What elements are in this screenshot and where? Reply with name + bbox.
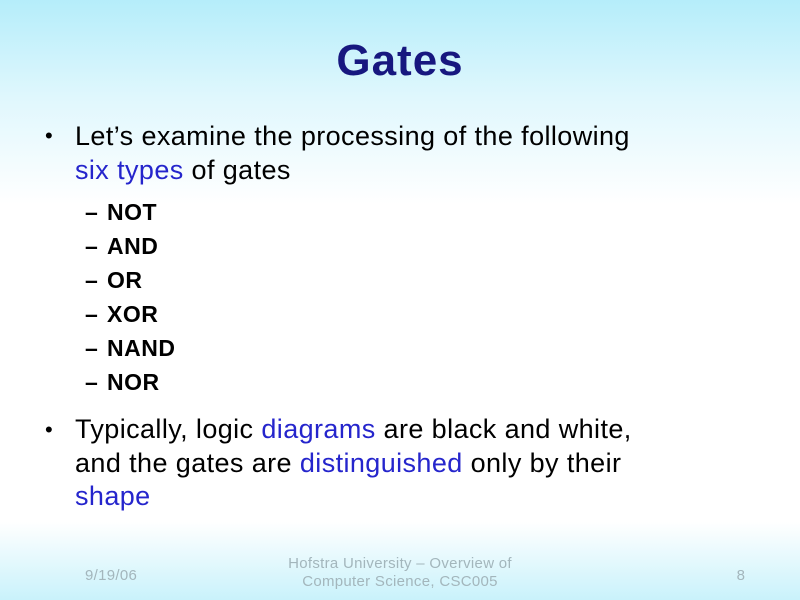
sub-bullet-label: NAND — [107, 335, 176, 361]
plain-text: of gates — [183, 155, 291, 185]
bullet-text-line — [75, 153, 630, 187]
sub-bullet-label: AND — [107, 233, 159, 259]
sub-bullet-label: XOR — [107, 301, 159, 327]
sub-bullet-label: NOT — [107, 199, 158, 225]
footer-date: 9/19/06 — [85, 567, 138, 584]
footer-course-line1: Hofstra University – Overview of — [288, 555, 512, 572]
sub-bullet-item — [85, 365, 760, 399]
bullet-text-line — [75, 480, 632, 514]
sub-bullet-item — [85, 195, 760, 229]
bullet-text-line — [75, 447, 632, 481]
accent-text: diagrams — [261, 414, 376, 444]
bullet-item — [45, 119, 760, 187]
dash-icon: – — [85, 301, 99, 327]
bullet-text — [75, 119, 630, 187]
footer-course-line2: Computer Science, CSC005 — [302, 573, 498, 590]
sub-bullet-item — [85, 263, 760, 297]
bullet-text — [75, 413, 632, 514]
plain-text: and the gates are — [75, 447, 300, 478]
bullet-dot-icon: • — [45, 123, 53, 148]
bullet-item — [45, 413, 760, 514]
plain-text: Let’s examine the processing of the following — [75, 121, 630, 151]
sub-bullet-list — [85, 195, 760, 399]
dash-icon: – — [85, 233, 99, 259]
accent-text: shape — [75, 481, 151, 511]
accent-text: six types — [75, 155, 184, 185]
plain-text: are black and white, — [375, 414, 632, 444]
bullet-text-line — [75, 413, 632, 447]
sub-bullet-item — [85, 229, 760, 263]
plain-text: only by their — [462, 447, 622, 478]
footer-page-number: 8 — [736, 567, 745, 584]
page-title: Gates — [336, 36, 464, 85]
bullet-dot-icon: • — [45, 417, 53, 442]
sub-bullet-item — [85, 297, 760, 331]
dash-icon: – — [85, 199, 99, 225]
bullet-text-line — [75, 119, 630, 153]
sub-bullet-label: NOR — [107, 369, 160, 395]
plain-text: Typically, logic — [75, 414, 262, 444]
sub-bullet-item — [85, 331, 760, 365]
accent-text: distinguished — [299, 447, 463, 478]
sub-bullet-label: OR — [107, 267, 143, 293]
dash-icon: – — [85, 369, 99, 395]
dash-icon: – — [85, 335, 99, 361]
footer-course-info — [250, 555, 550, 591]
dash-icon: – — [85, 267, 99, 293]
slide-body — [45, 119, 760, 514]
